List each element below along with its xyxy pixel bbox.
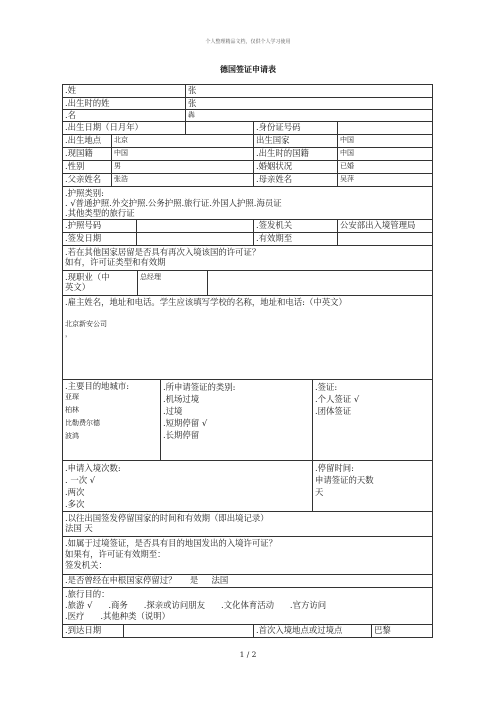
passport-number-value[interactable] <box>136 220 253 232</box>
transit-authority[interactable]: 签发机关： <box>65 560 107 570</box>
row-destination-visa <box>62 380 433 461</box>
row-previous-visas <box>62 512 433 537</box>
row-entries-stay <box>62 461 433 512</box>
issuing-authority-label: .签发机关 <box>253 220 337 232</box>
visa-category-option[interactable]: .机场过境 <box>163 394 200 404</box>
destination-label: .主要目的地城市: <box>65 381 130 391</box>
visa-kind-label: .签证: <box>315 382 338 392</box>
purpose-options-other[interactable]: .医疗 .其他种类（说明） <box>65 611 171 621</box>
visa-kind-option[interactable]: .个人签证 √ <box>315 394 360 404</box>
visa-category-option[interactable]: .长期停留 <box>163 430 200 440</box>
passport-number-label: .护照号码 <box>65 220 102 230</box>
purpose-label: .旅行目的： <box>65 589 110 599</box>
issue-date-label: .签发日期 <box>65 233 102 243</box>
employer-extra: ， <box>65 330 72 338</box>
passport-type-other[interactable]: .其他类型的旅行证 <box>65 208 135 218</box>
id-number-label: .身份证号码 <box>253 122 337 134</box>
destination-city[interactable]: 柏林 <box>65 406 79 414</box>
marital-status-value[interactable]: 已婚 <box>337 161 432 173</box>
previous-visas-value[interactable]: 法国 天 <box>65 523 93 533</box>
row-travel-purpose <box>62 588 433 625</box>
row-occupation <box>62 271 433 296</box>
destination-city[interactable]: 比勒费尔德 <box>65 419 100 427</box>
previous-visas-label: .以往出国签发停留国家的时间和有效期（即出境记录） <box>65 513 269 523</box>
occupation-label: .现职业（中 <box>65 272 110 282</box>
row-sex <box>62 161 433 174</box>
birthplace-label: .出生地点 <box>65 135 102 145</box>
visa-kind-option[interactable]: .团体签证 <box>315 406 352 416</box>
entries-option[interactable]: .多次 <box>65 499 85 509</box>
row-arrival <box>62 625 433 638</box>
father-name-label: .父亲姓名 <box>65 174 102 184</box>
row-passport-type <box>62 187 433 220</box>
transit-validity[interactable]: 如果有，许可证有效期至： <box>65 549 166 559</box>
employer-value[interactable]: 北京新安公司 <box>65 320 107 328</box>
occupation-label-cont: 英文） <box>65 282 91 292</box>
row-birth-surname <box>62 98 433 110</box>
row-parents <box>62 174 433 187</box>
issuing-authority-value[interactable]: 公安部出入境管理局 <box>337 220 432 232</box>
employer-label: .雇主姓名，地址和电话。学生应该填写学校的名称，地址和电话:（中英文） <box>65 297 347 307</box>
birth-nationality-label: .出生时的国籍 <box>253 148 337 160</box>
passport-type-label: .护照类别: <box>65 188 104 198</box>
arrival-date-value[interactable] <box>123 625 253 637</box>
entries-option[interactable]: .两次 <box>65 487 85 497</box>
row-issue-date <box>62 233 433 246</box>
row-transit-permit <box>62 537 433 575</box>
row-surname <box>62 84 433 98</box>
transit-question: .如属于过境签证，是否具有目的地国发出的入境许可证？ <box>65 538 278 548</box>
dob-label: .出生日期（日月年） <box>65 122 144 132</box>
purpose-options[interactable]: .旅游 √ .商务 .探亲或访问朋友 .文化体育活动 .官方访问 <box>65 600 327 610</box>
given-name-label: .名 <box>65 110 77 120</box>
mother-name-value[interactable]: 吴萍 <box>337 174 432 186</box>
birth-country-label: 出生国家 <box>253 135 337 147</box>
marital-status-label: .婚姻状况 <box>253 161 337 173</box>
page-number: 1 / 2 <box>239 650 257 659</box>
entries-label: .申请入境次数: <box>65 463 121 473</box>
expiry-date-label: .有效期至 <box>253 233 337 245</box>
form-title: 德国签证申请表 <box>220 64 276 74</box>
destination-city[interactable]: 波鸿 <box>65 432 79 440</box>
issue-date-value[interactable] <box>136 233 253 245</box>
entry-point-value[interactable]: 巴黎 <box>371 625 432 637</box>
row-schengen <box>62 575 433 588</box>
visa-category-label: .所申请签证的类别: <box>163 382 236 392</box>
destination-city[interactable]: 亚琛 <box>65 393 79 401</box>
birth-surname-value[interactable]: 张 <box>185 98 432 109</box>
row-passport-number <box>62 220 433 233</box>
passport-type-options[interactable]: . √普通护照.外交护照.公务护照.旅行证.外国人护照.海员证 <box>65 198 282 208</box>
surname-value[interactable]: 张 <box>185 85 432 97</box>
stay-days-unit[interactable]: 天 <box>315 487 324 497</box>
entries-option[interactable]: . 一次 √ <box>65 475 96 485</box>
row-given-name <box>62 110 433 122</box>
schengen-question[interactable]: .是否曾经在申根国家停留过？ 是 法国 <box>65 575 229 585</box>
occupation-value[interactable]: 总经理 <box>138 271 208 295</box>
id-number-value[interactable] <box>337 122 432 134</box>
expiry-date-value[interactable] <box>337 233 432 245</box>
nationality-label: .现国籍 <box>65 148 93 158</box>
entry-point-label: .首次入境地点或过境点 <box>253 625 371 637</box>
page-header: 个人整理精品文档，仅供个人学习使用 <box>205 39 291 45</box>
visa-category-option[interactable]: .过境 <box>163 406 183 416</box>
birth-nationality-value[interactable]: 中国 <box>337 148 432 160</box>
birthplace-value[interactable]: 北京 <box>111 135 253 147</box>
birth-country-value[interactable]: 中国 <box>337 135 432 147</box>
nationality-value[interactable]: 中国 <box>111 148 253 160</box>
row-reentry-permit <box>62 246 433 271</box>
reentry-type-prompt: 如有，许可证类型和有效期 <box>65 257 166 267</box>
row-employer <box>62 296 433 380</box>
stay-label: .停留时间: <box>315 463 354 473</box>
arrival-date-label: .到达日期 <box>65 625 102 635</box>
birth-surname-label: .出生时的姓 <box>65 98 110 108</box>
visa-form <box>62 84 433 638</box>
given-name-value[interactable]: 犇 <box>185 110 432 121</box>
sex-value[interactable]: 男 <box>111 161 253 173</box>
row-nationality <box>62 148 433 161</box>
surname-label: .姓 <box>65 85 77 95</box>
row-birthplace <box>62 135 433 148</box>
visa-category-option[interactable]: .短期停留 √ <box>163 418 208 428</box>
mother-name-label: .母亲姓名 <box>253 174 337 186</box>
row-dob <box>62 122 433 135</box>
father-name-value[interactable]: 张浩 <box>111 174 253 186</box>
sex-label: .性别 <box>65 161 85 171</box>
reentry-question: .若在其他国家居留是否具有再次入境该国的许可证？ <box>65 247 261 257</box>
stay-days-prompt: 申请签证的天数 <box>315 475 374 485</box>
dob-value[interactable] <box>185 122 253 134</box>
